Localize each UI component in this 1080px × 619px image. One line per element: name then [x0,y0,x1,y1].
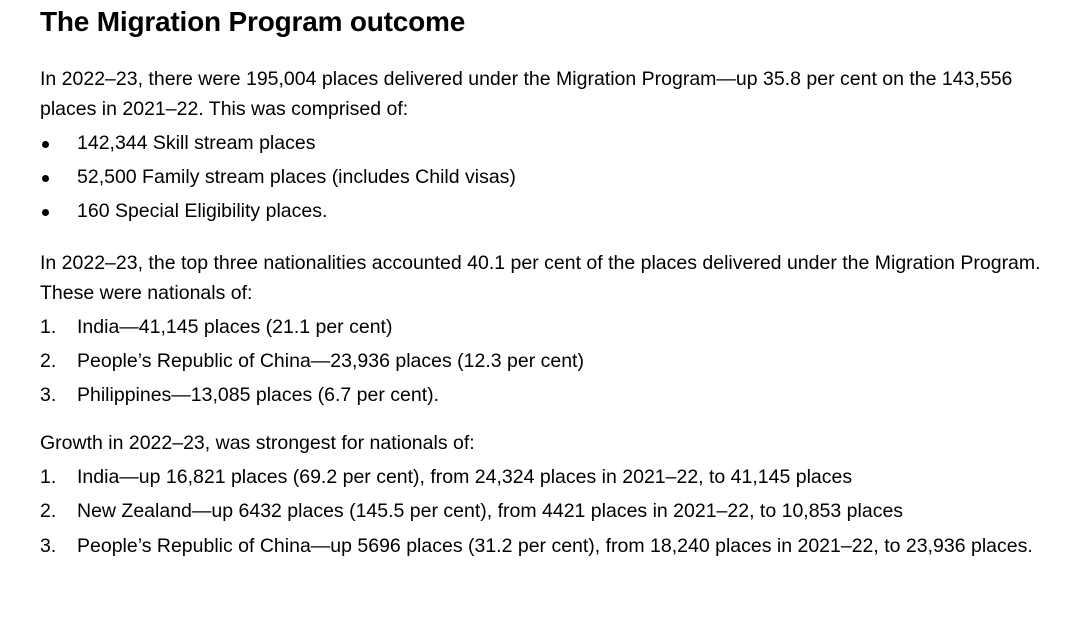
section-heading: The Migration Program outcome [40,6,466,37]
list-item-text: India—up 16,821 places (69.2 per cent), from 24,324 places in 2021–22, to 41,145 places [77,466,853,488]
list-item-text: 52,500 Family stream places (includes Child visas) [77,166,516,188]
list-number: 1. [40,316,57,338]
list-number: 1. [40,466,57,488]
nationalities-paragraph: In 2022–23, the top three nationalities accounted 40.1 per cent of the places delivered under the Migration Program. These were nationals of: [40,252,1041,304]
list-item [40,496,1070,530]
growth-paragraph: Growth in 2022–23, was strongest for nationals of: [40,432,475,454]
stream-list [40,128,1070,230]
list-item [40,346,1070,380]
bullet-icon [42,209,49,216]
list-item-text: Philippines—13,085 places (6.7 per cent). [77,384,440,406]
growth-list [40,462,1070,564]
list-item [40,462,1070,496]
list-item-text: India—41,145 places (21.1 per cent) [77,316,393,338]
bullet-icon [42,175,49,182]
list-number: 2. [40,350,57,372]
list-item [40,312,1070,346]
list-number: 2. [40,500,57,522]
list-item [40,196,1070,230]
bullet-icon [42,141,49,148]
list-number: 3. [40,535,57,557]
list-item-text: People’s Republic of China—23,936 places (12.3 per cent) [77,350,584,372]
list-item [40,380,1070,414]
list-item [40,162,1070,196]
list-item-text: 142,344 Skill stream places [77,132,316,154]
top-nationalities-list [40,312,1070,414]
list-item-text: People’s Republic of China—up 5696 places (31.2 per cent), from 18,240 places in 2021–22, to 23,936 places. [77,535,1033,557]
document-page [40,4,1070,564]
list-item [40,530,1070,564]
list-item [40,128,1070,162]
intro-paragraph: In 2022–23, there were 195,004 places delivered under the Migration Program—up 35.8 per cent on the 143,556 places in 2021–22. This was comprised of: [40,68,1013,120]
list-item-text: New Zealand—up 6432 places (145.5 per cent), from 4421 places in 2021–22, to 10,853 places [77,500,904,522]
list-number: 3. [40,384,57,406]
list-item-text: 160 Special Eligibility places. [77,200,328,222]
